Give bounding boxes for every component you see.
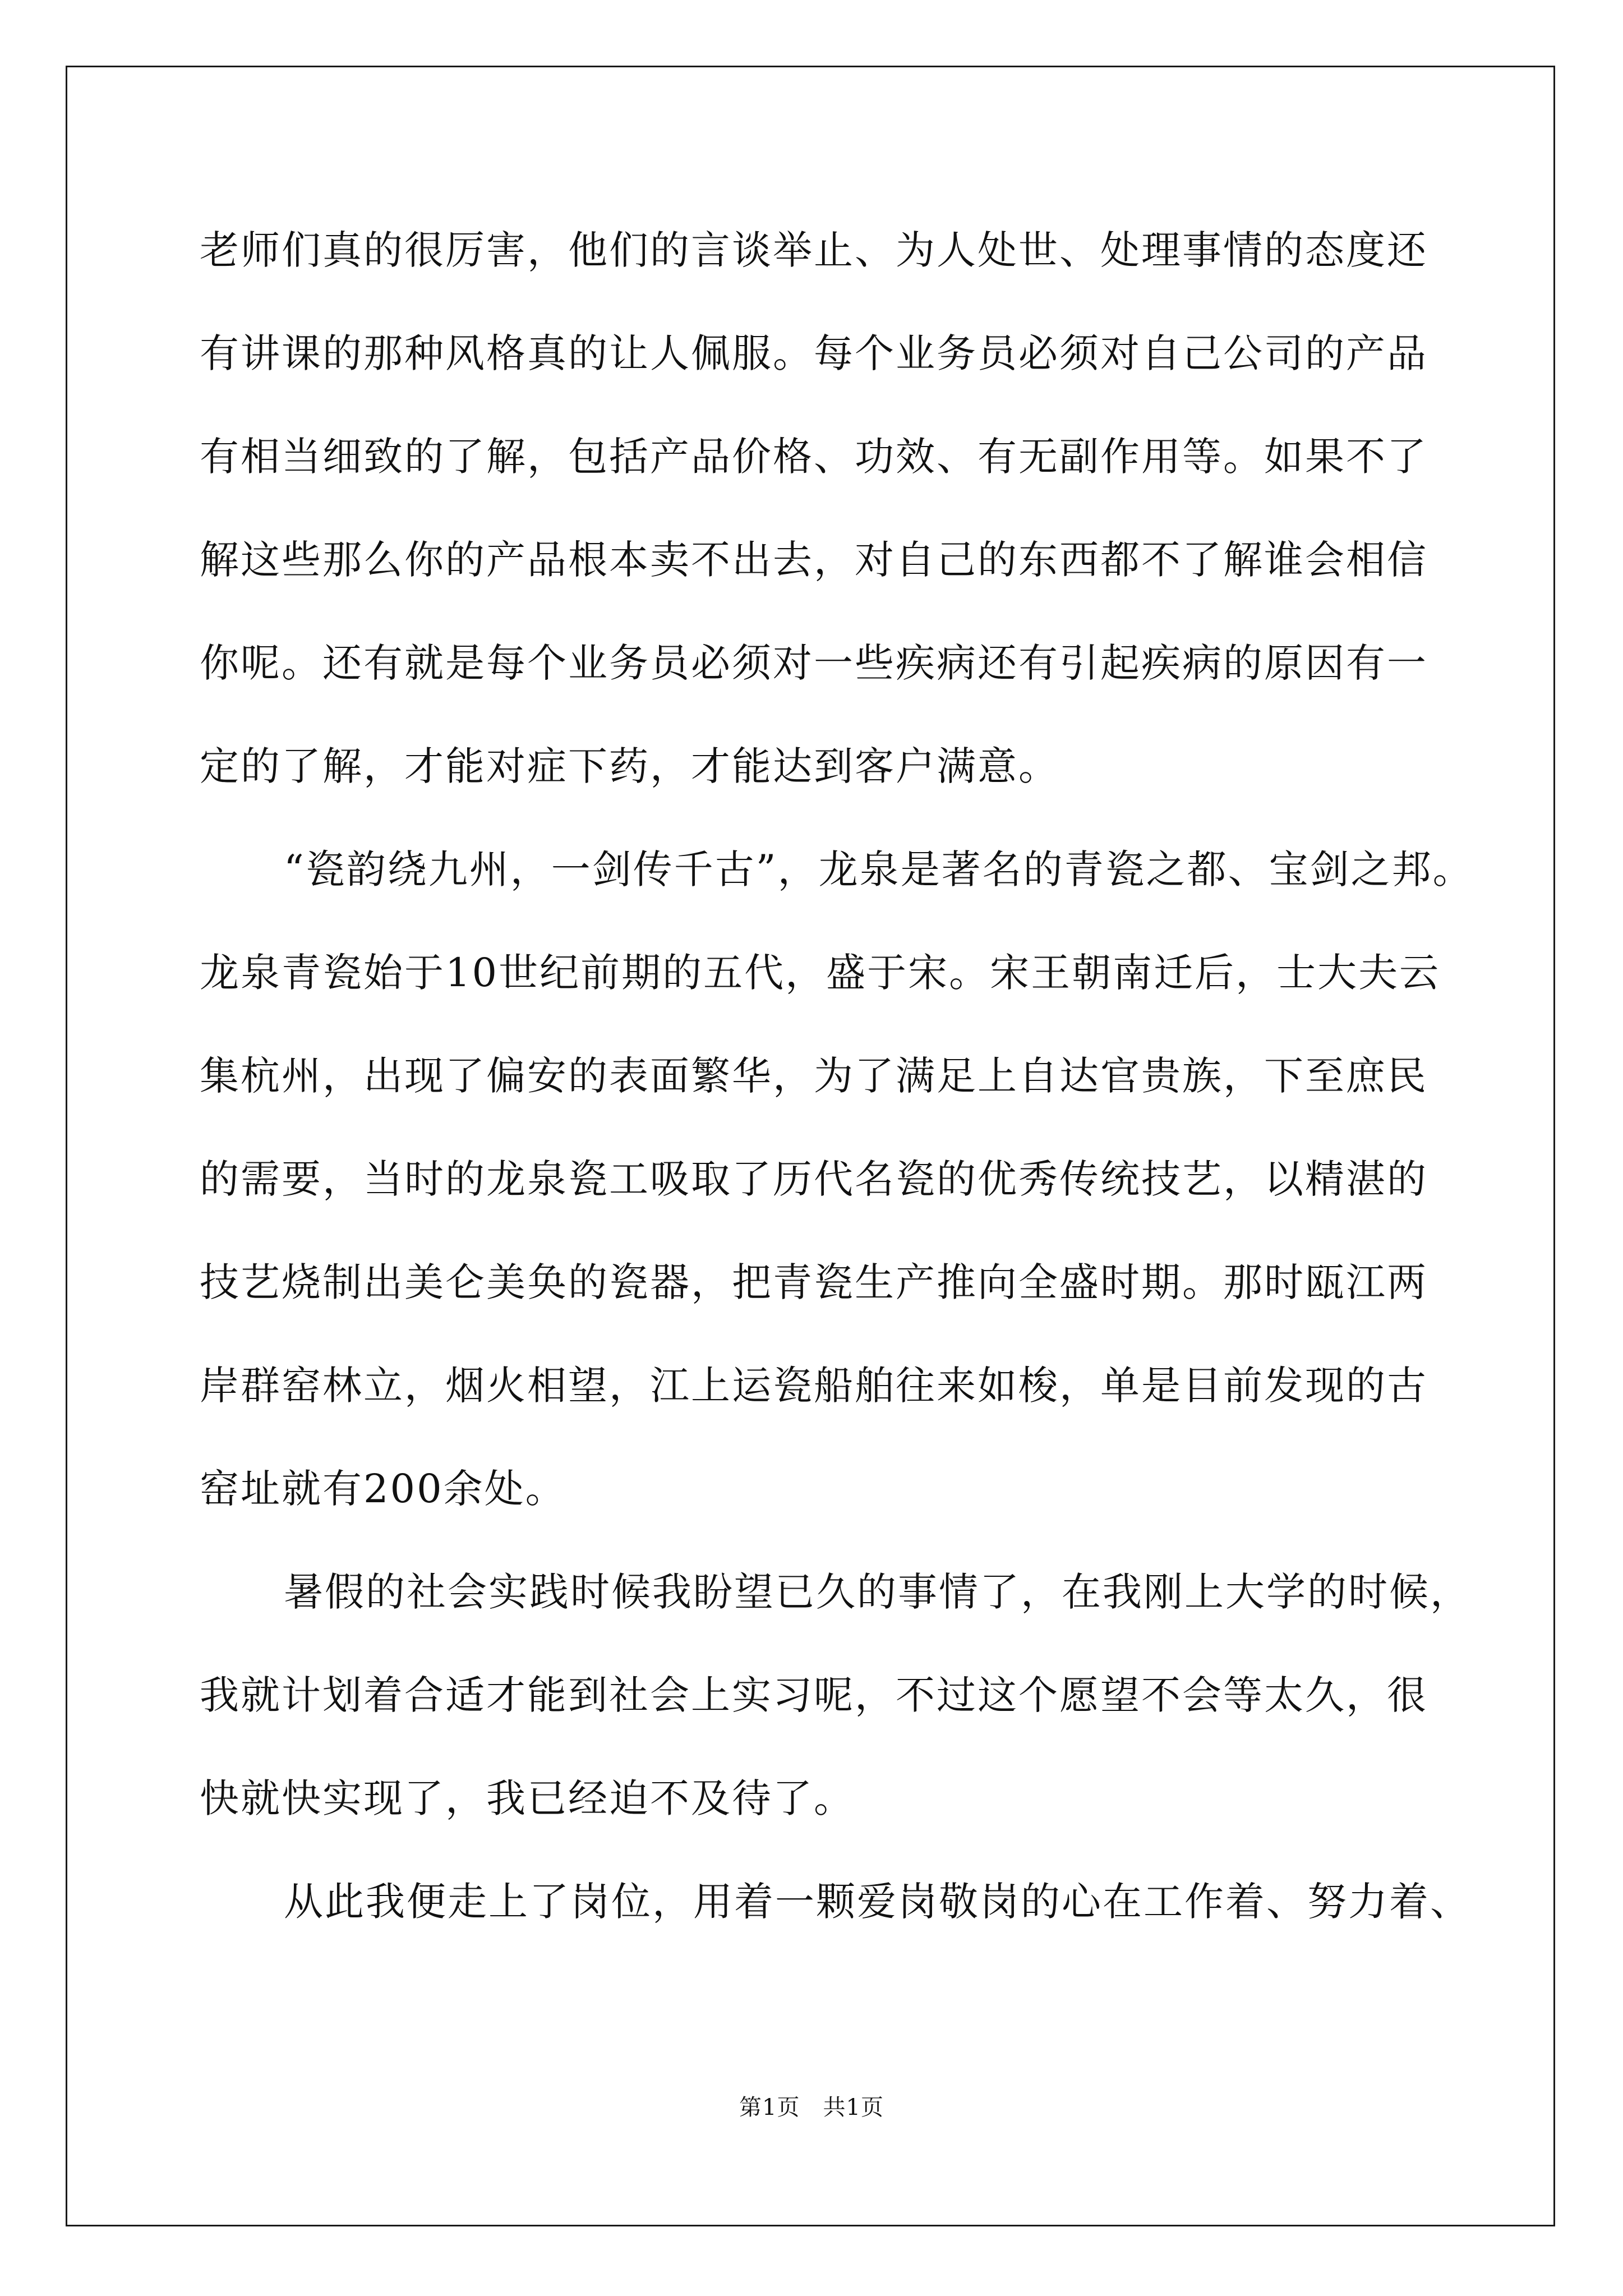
text-line: 集杭州，出现了偏安的表面繁华，为了满足上自达官贵族，下至庶民 bbox=[200, 1053, 1428, 1099]
text-line: 暑假的社会实践时候我盼望已久的事情了，在我刚上大学的时候， bbox=[284, 1569, 1471, 1615]
text-line: 窑址就有200余处。 bbox=[200, 1466, 566, 1512]
paragraph-1 bbox=[200, 211, 1428, 830]
paragraph-4 bbox=[200, 1862, 1471, 1966]
document-body bbox=[200, 211, 1474, 1966]
text-line: 我就计划着合适才能到社会上实习呢，不过这个愿望不会等太久，很 bbox=[200, 1672, 1428, 1718]
text-line: 快就快实现了，我已经迫不及待了。 bbox=[200, 1775, 855, 1821]
text-line: 有讲课的那种风格真的让人佩服。每个业务员必须对自己公司的产品 bbox=[200, 330, 1428, 376]
text-line: 有相当细致的了解，包括产品价格、功效、有无副作用等。如果不了 bbox=[200, 434, 1428, 480]
text-line: 老师们真的很厉害，他们的言谈举止、为人处世、处理事情的态度还 bbox=[200, 227, 1428, 273]
text-line: “瓷韵绕九州，一剑传千古”，龙泉是著名的青瓷之都、宝剑之邦。 bbox=[284, 846, 1474, 892]
text-line: 定的了解，才能对症下药，才能达到客户满意。 bbox=[200, 743, 1059, 789]
paragraph-3 bbox=[200, 1553, 1471, 1862]
paragraph-2 bbox=[200, 830, 1474, 1553]
text-line: 从此我便走上了岗位，用着一颗爱岗敬岗的心在工作着、努力着、 bbox=[284, 1879, 1471, 1925]
page-number-footer: 第1页 共1页 bbox=[739, 2095, 884, 2120]
text-line: 龙泉青瓷始于10世纪前期的五代，盛于宋。宋王朝南迁后，士大夫云 bbox=[200, 950, 1441, 996]
text-line: 的需要，当时的龙泉瓷工吸取了历代名瓷的优秀传统技艺，以精湛的 bbox=[200, 1156, 1428, 1202]
text-line: 你呢。还有就是每个业务员必须对一些疾病还有引起疾病的原因有一 bbox=[200, 640, 1428, 686]
text-line: 岸群窑林立，烟火相望，江上运瓷船舶往来如梭，单是目前发现的古 bbox=[200, 1363, 1428, 1409]
text-line: 解这些那么你的产品根本卖不出去，对自己的东西都不了解谁会相信 bbox=[200, 537, 1428, 583]
text-line: 技艺烧制出美仑美奂的瓷器，把青瓷生产推向全盛时期。那时瓯江两 bbox=[200, 1259, 1428, 1305]
